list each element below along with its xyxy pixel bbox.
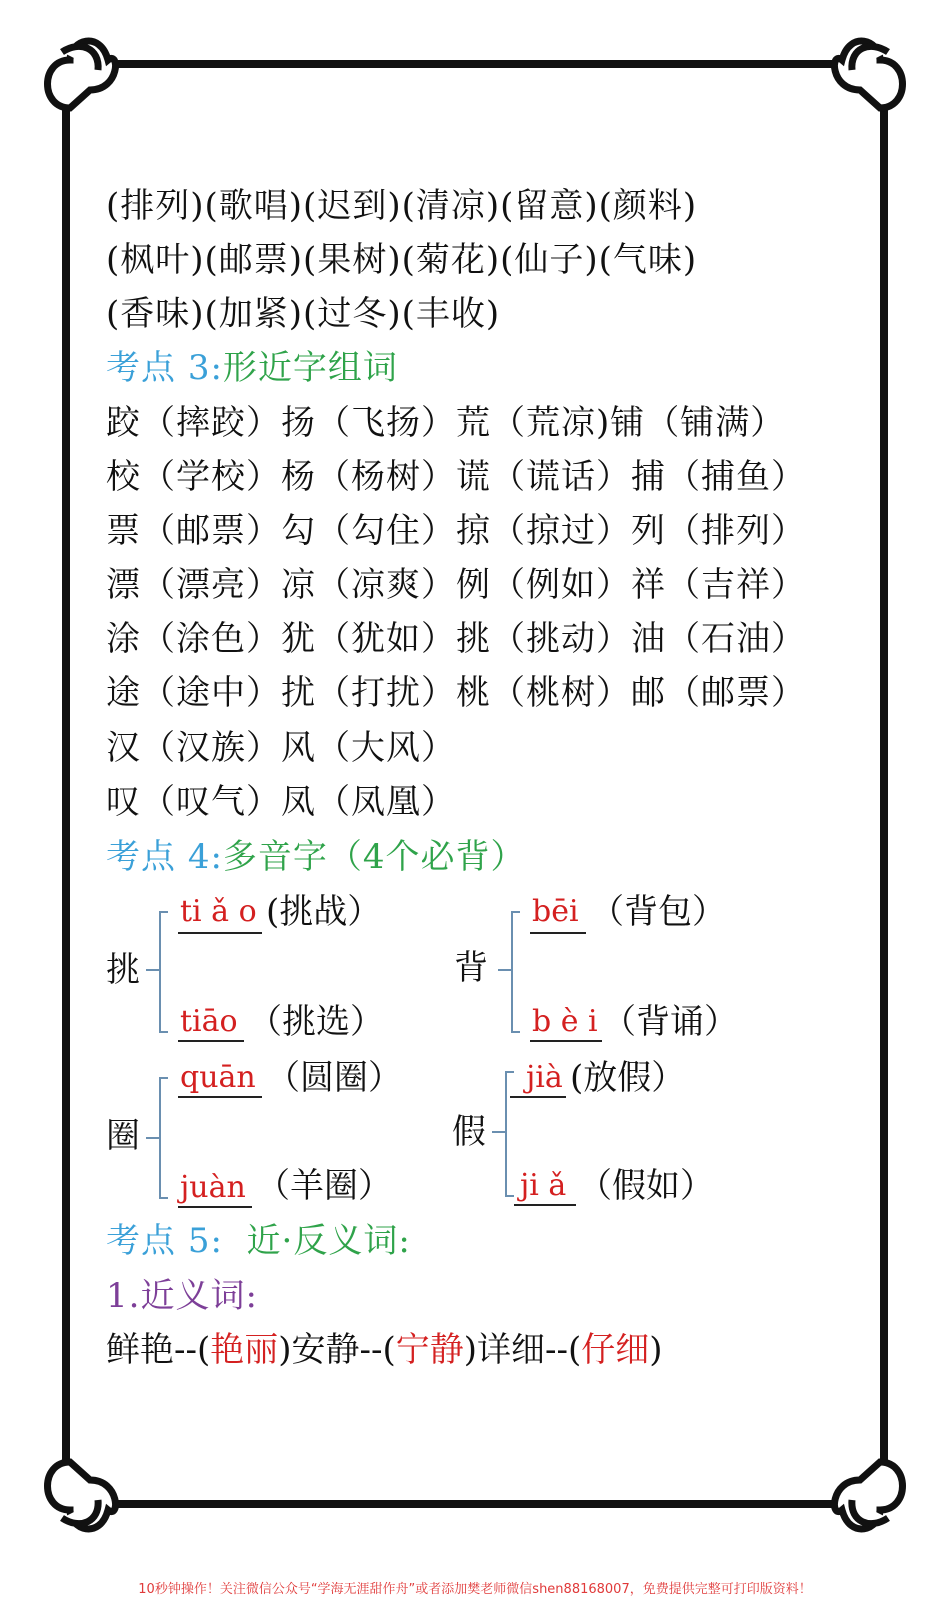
synonyms-line <box>106 1330 663 1370</box>
answer-underline <box>514 1204 576 1206</box>
synonym-word: 详细 <box>477 1330 546 1370</box>
synonym-close: ) <box>278 1330 292 1370</box>
pinyin: ji ǎ <box>520 1168 567 1203</box>
answer-underline <box>530 932 586 934</box>
synonym-sep: --( <box>545 1330 582 1370</box>
corner-ornament-top-right <box>835 41 903 108</box>
example-word: (放假） <box>570 1058 686 1098</box>
example-word: （假如） <box>578 1166 714 1206</box>
section-heading-4 <box>106 837 526 877</box>
similar-line-6: 途（途中）扰（打扰）桃（桃树）邮（邮票） <box>106 673 806 713</box>
corner-ornament-bottom-left <box>48 1462 116 1529</box>
heading-number: 3: <box>187 348 223 388</box>
answer-underline <box>178 932 262 934</box>
answer-underline <box>530 1040 602 1042</box>
corner-ornament-bottom-right <box>835 1462 903 1529</box>
heading-number: 5: <box>187 1221 223 1261</box>
example-word: （羊圈） <box>256 1166 392 1206</box>
answer-underline <box>178 1040 244 1042</box>
pinyin: quān <box>180 1060 256 1095</box>
answer-underline <box>510 1096 566 1098</box>
heading-label: 考点 <box>106 1221 176 1261</box>
synonym-word: 安静 <box>291 1330 360 1370</box>
similar-line-3: 票（邮票）勾（勾住）掠（掠过）列（排列） <box>106 511 806 551</box>
section-heading-5 <box>106 1221 411 1261</box>
word-line-3: (香味)(加紧)(过冬)(丰收) <box>106 294 501 334</box>
pinyin: jià <box>526 1060 563 1095</box>
pinyin: b è i <box>532 1004 598 1039</box>
similar-line-8: 叹（叹气）凤（凤凰） <box>106 782 456 822</box>
heading-number: 4: <box>187 837 223 877</box>
synonym-close: ) <box>463 1330 478 1370</box>
synonym-answer: 艳丽 <box>210 1330 279 1370</box>
polyphone-char: 背 <box>454 948 488 988</box>
heading-title: 多音字（4个必背） <box>222 837 526 877</box>
example-word: (挑战） <box>266 892 382 932</box>
answer-underline <box>178 1206 252 1208</box>
synonym-sep: --( <box>174 1330 211 1370</box>
similar-line-7: 汉（汉族）风（大风） <box>106 728 456 768</box>
polyphone-char: 假 <box>452 1112 486 1152</box>
example-word: （背包） <box>590 892 726 932</box>
polyphone-char: 挑 <box>106 950 140 990</box>
answer-underline <box>178 1096 262 1098</box>
synonym-word: 鲜艳 <box>106 1330 174 1370</box>
corner-ornament-top-left <box>48 41 116 108</box>
similar-line-2: 校（学校）杨（杨树）谎（谎话）捕（捕鱼） <box>106 457 806 497</box>
section-heading-3 <box>106 348 398 388</box>
pinyin: ti ǎ o <box>180 894 257 929</box>
footer-notice: 10秒钟操作！关注微信公众号“学海无涯甜作舟”或者添加樊老师微信shen88168007，免费提供完整可打印版资料！ <box>138 1582 812 1597</box>
heading-title: 近·反义词: <box>246 1221 411 1261</box>
pinyin: tiāo <box>180 1004 238 1039</box>
word-line-2: (枫叶)(邮票)(果树)(菊花)(仙子)(气味) <box>106 240 698 280</box>
example-word: （背诵） <box>602 1002 738 1042</box>
similar-line-5: 涂（涂色）犹（犹如）挑（挑动）油（石油） <box>106 619 806 659</box>
heading-label: 考点 <box>106 837 176 877</box>
example-word: （挑选） <box>248 1002 384 1042</box>
similar-line-1: 跤（摔跤）扬（飞扬）荒（荒凉)铺（铺满） <box>106 403 786 443</box>
synonym-close: ) <box>649 1330 663 1370</box>
synonym-answer: 宁静 <box>395 1330 464 1370</box>
word-line-1: (排列)(歌唱)(迟到)(清凉)(留意)(颜料) <box>106 186 698 226</box>
pinyin: juàn <box>180 1170 246 1205</box>
heading-label: 考点 <box>106 348 176 388</box>
synonyms-heading: 1.近义词: <box>106 1276 258 1316</box>
polyphone-char: 圈 <box>106 1116 140 1156</box>
pinyin: bēi <box>532 894 579 929</box>
heading-title: 形近字组词 <box>222 348 398 388</box>
synonym-answer: 仔细 <box>581 1330 650 1370</box>
example-word: （圆圈） <box>266 1058 402 1098</box>
synonym-sep: --( <box>359 1330 396 1370</box>
similar-line-4: 漂（漂亮）凉（凉爽）例（例如）祥（吉祥） <box>106 565 806 605</box>
